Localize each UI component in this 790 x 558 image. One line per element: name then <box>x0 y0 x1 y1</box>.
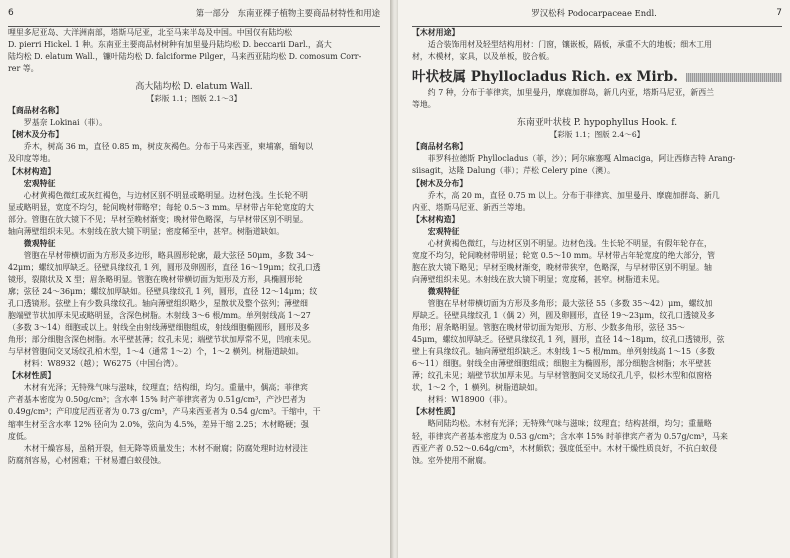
macro-line: 心材黄褐色微红或灰红褐色，与边材区别不明显或略明显。边材色浅。生长轮不明 <box>23 190 308 200</box>
properties-line: 产者基本密度为 0.50g/cm³；含水率 15% 时产菲律宾者为 0.51g/cm³，产沙巴者为 <box>8 395 306 405</box>
trade-name-line: 菲罗科拉德斯 Phyllocladus（菲，沙）；阿尔麻塞嘎 Almaciga，阿让西修吉特 Arang- <box>427 154 736 164</box>
micro-line: 42μm；螺纹加厚缺乏。径壁具缘纹孔 1 列，圆形及卵圆形，直径 16～19μm；纹孔口透 <box>8 262 321 272</box>
right-page-number: 7 <box>776 8 782 18</box>
macro-heading: 宏观特征 <box>427 226 460 236</box>
tree-heading: 【树木及分布】 <box>8 130 64 140</box>
genus-line: 约 7 种，分布于菲律宾，加里曼丹，摩鹿加群岛，新几内亚，塔斯马尼亚，新西兰 <box>427 88 715 98</box>
left-page-number: 6 <box>8 8 14 18</box>
uses-heading: 【木材用途】 <box>412 28 460 37</box>
trade-name-heading: 【商品材名称】 <box>412 142 468 152</box>
right-header-title: 罗汉松科 Podocarpaceae Endl. <box>531 8 657 18</box>
micro-line: 廓；弦径 24～36μm；螺纹加厚缺如。径壁具缘纹孔 1 列，圆形，直径 12～14μm；纹 <box>8 286 318 296</box>
trade-name-heading: 【商品材名称】 <box>8 106 64 116</box>
left-running-header <box>8 0 380 27</box>
macro-line: 心材黄褐色微红，与边材区别不明显。边材色浅。生长轮不明显，有假年轮存在， <box>427 238 712 248</box>
properties-line: 度低。 <box>8 431 32 441</box>
properties-line: 略同陆均松。木材有光泽；无特殊气味与滋味；纹理直；结构甚细，均匀；重量略 <box>427 419 712 429</box>
tree-heading: 【树木及分布】 <box>412 178 468 188</box>
micro-line: 与早材管胞间交叉场纹孔柏木型，1～4（通常 1～2）个，1～2 横列。树脂道缺如。 <box>8 347 304 357</box>
intro-line: 哩里多尼亚岛、大洋洲南部，塔斯马尼亚，北至马来半岛及中国。中国仅有陆均松 <box>8 28 293 37</box>
macro-line: 部分。管胞在放大镜下不见；早材至晚材渐变；晚材带色略深，与早材带区别不明显。 <box>8 214 308 224</box>
species-title: 高大陆均松 D. elatum Wall. <box>135 82 253 93</box>
intro-line: 陆均松 D. elatum Wall.，镰叶陆均松 D. falciforme Pilger，马来西亚陆均松 D. comosum Corr- <box>8 52 362 62</box>
properties-line: 防腐剂容易，心材困难；干材易遭白蚁侵蚀。 <box>8 455 166 465</box>
micro-heading: 微观特征 <box>23 238 56 248</box>
macro-line: 胞在放大镜下略见；早材至晚材渐变，晚材带狭窄，色略深，与早材带区别不明显。轴 <box>412 262 712 272</box>
tree-line: 及印度等地。 <box>8 154 56 164</box>
genus-line: 等地。 <box>412 100 436 110</box>
micro-line: 镜形，裂隙状及 X 型；眉条略明显。管胞在晚材带横切面为矩形及方形，具椭圆形轮 <box>8 274 303 284</box>
properties-line: 木材有光泽；无特殊气味与滋味，纹理直；结构细，均匀。重量中，偶高；菲律宾 <box>23 383 308 393</box>
left-page-body <box>8 27 380 467</box>
macro-line: 轴向薄壁组织未见。木射线在放大镜下明显；密度稀至中，甚窄。树脂道缺如。 <box>8 226 285 236</box>
micro-line: 45μm，螺纹加厚缺乏。径壁具缘纹孔 1 列，圆形，直径 14～18μm，纹孔口透镜形，弦 <box>412 335 725 345</box>
macro-line: 显或略明显，宽度不均匀，轮间晚材带略窄；每轮 0.5～3 mm。早材带占年轮宽度的大 <box>8 202 314 212</box>
species-title: 东南亚叶状枝 P. hypophyllus Hook. f. <box>516 118 678 129</box>
micro-line: 管胞在早材带横切面为方形及多角形；最大弦径 55（多数 35～42）μm，螺纹加 <box>427 298 713 308</box>
material-line: 材料：W8932（越）；W6275（中国台湾）。 <box>23 359 183 369</box>
micro-heading: 微观特征 <box>427 286 460 296</box>
uses-line: 材，木模材，家具，以及单板，胶合板。 <box>412 52 555 62</box>
properties-line: 轻，菲律宾产者基本密度为 0.53 g/cm³；含水率 15% 时菲律宾产者为 0.57g/cm³，马来 <box>412 431 728 441</box>
tree-line: 内亚、塔斯马尼亚、新西兰等地。 <box>412 202 531 212</box>
tree-line: 乔木，高 20 m，直径 0.75 m 以上。分布于菲律宾、加里曼丹、摩鹿加群岛、新几 <box>427 190 720 200</box>
right-page-body <box>412 27 782 467</box>
properties-line: 0.49g/cm³；产印度尼西亚者为 0.73 g/cm³，产马来西亚者为 0.54 g/cm³。干缩中，干 <box>8 407 321 417</box>
left-header-title: 第一部分 东南亚裸子植物主要商品材特性和用途 <box>195 8 380 18</box>
genus-title: 叶状枝属 Phyllocladus Rich. ex Mirb. <box>412 69 678 86</box>
macro-heading: 宏观特征 <box>23 178 56 188</box>
species-plates: 【彩版 1.1；图版 2.4～6】 <box>549 130 645 140</box>
properties-line: 木材干燥容易，虽稍开裂，但无降等质量发生；木材不耐腐；防腐处理时边材浸注 <box>23 443 308 453</box>
intro-line: D. pierri Hickel. 1 种。东南亚主要商品材树种有加里曼丹陆均松 D. beccarii Darl.，高大 <box>8 40 332 50</box>
left-page <box>0 0 392 558</box>
micro-line: 薄；纹孔未见；端壁节状加厚未见。与早材管胞间交叉场纹孔几乎，似杉木型和似窗格 <box>412 371 712 381</box>
right-page <box>398 0 790 558</box>
micro-line: 胞端壁节状加厚未见或略明显，含深色树脂。木射线 3～6 根/mm。单列射线高 1～27 <box>8 311 311 321</box>
structure-heading: 【木材构造】 <box>412 214 460 224</box>
tree-line: 乔木，树高 36 m，直径 0.85 m，树皮灰褐色。分布于马来西亚，柬埔寨，缅甸以 <box>23 142 314 152</box>
micro-line: 壁上有具缘纹孔。轴向薄壁组织缺乏。木射线 1～5 根/mm。单列射线高 1～15（多数 <box>412 347 715 357</box>
macro-line: 向薄壁组织未见。木射线在放大镜下明显；宽度稀，甚窄。树脂道未见。 <box>412 274 665 284</box>
micro-line: 状，1～2 个，1 横列。树脂道缺如。 <box>412 383 543 393</box>
intro-line: rer 等。 <box>8 64 39 74</box>
trade-name: 罗基奈 Lokinai（菲）。 <box>23 118 108 128</box>
micro-line: 角形；部分细胞含深色树脂。水平壁甚薄；纹孔未见；端壁节状加厚常不见，凹痕未见。 <box>8 335 316 345</box>
genus-rule <box>686 73 782 82</box>
trade-name-line: siisagit，达隆 Dalung（菲）；芹松 Celery pine（澳）。 <box>412 166 616 176</box>
properties-heading: 【木材性质】 <box>412 407 460 417</box>
micro-line: 角形；眉条略明显。管胞在晚材带切面为矩形、方形、少数多角形，弦径 35～ <box>412 323 685 333</box>
macro-line: 宽度不均匀，轮间晚材带明显；轮宽 0.5～10 mm。早材带占年轮宽度的绝大部分，管 <box>412 250 715 260</box>
micro-line: 管胞在早材带横切面为方形及多边形，略具圆形轮廓，最大弦径 50μm，多数 34～ <box>23 250 315 260</box>
micro-line: （多数 3～14）细胞或以上。射线全由射线薄壁细胞组成，射线细胞椭圆形，圆形及多 <box>8 323 310 333</box>
material-line: 材料：W18900（菲）。 <box>427 395 513 405</box>
properties-line: 西亚产者 0.52～0.64g/cm³，木材颇软；强度低至中。木材干燥性质良好，不抗白蚁侵 <box>412 443 718 453</box>
micro-line: 孔口透镜形。弦壁上有少数具缘纹孔。轴向薄壁组织略少，星散状及整个弦列；薄壁细 <box>8 299 308 309</box>
genus-heading <box>412 69 782 86</box>
right-running-header <box>412 0 782 27</box>
species-plates: 【彩版 1.1；图版 2.1～3】 <box>146 94 242 104</box>
micro-line: 厚缺乏。径壁具缘纹孔 1（偶 2）列，圆及卵圆形，直径 19～23μm，纹孔口透镜及多 <box>412 311 715 321</box>
micro-line: 6～11）细胞。射线全由薄壁细胞组成；细胞主为椭圆形，部分细胞含树脂；水平壁甚 <box>412 359 712 369</box>
structure-heading: 【木材构造】 <box>8 166 56 176</box>
properties-heading: 【木材性质】 <box>8 371 56 381</box>
properties-line: 缩率生材至含水率 12% 径向为 2.0%，弦向为 4.5%，差异干缩 2.25；木材略硬；强 <box>8 419 309 429</box>
properties-line: 蚀。室外使用不耐腐。 <box>412 455 491 465</box>
uses-line: 适合装饰用材及轻型结构用材：门窗，镶嵌板，隔板，承重不大的地板；细木工用 <box>427 40 712 50</box>
